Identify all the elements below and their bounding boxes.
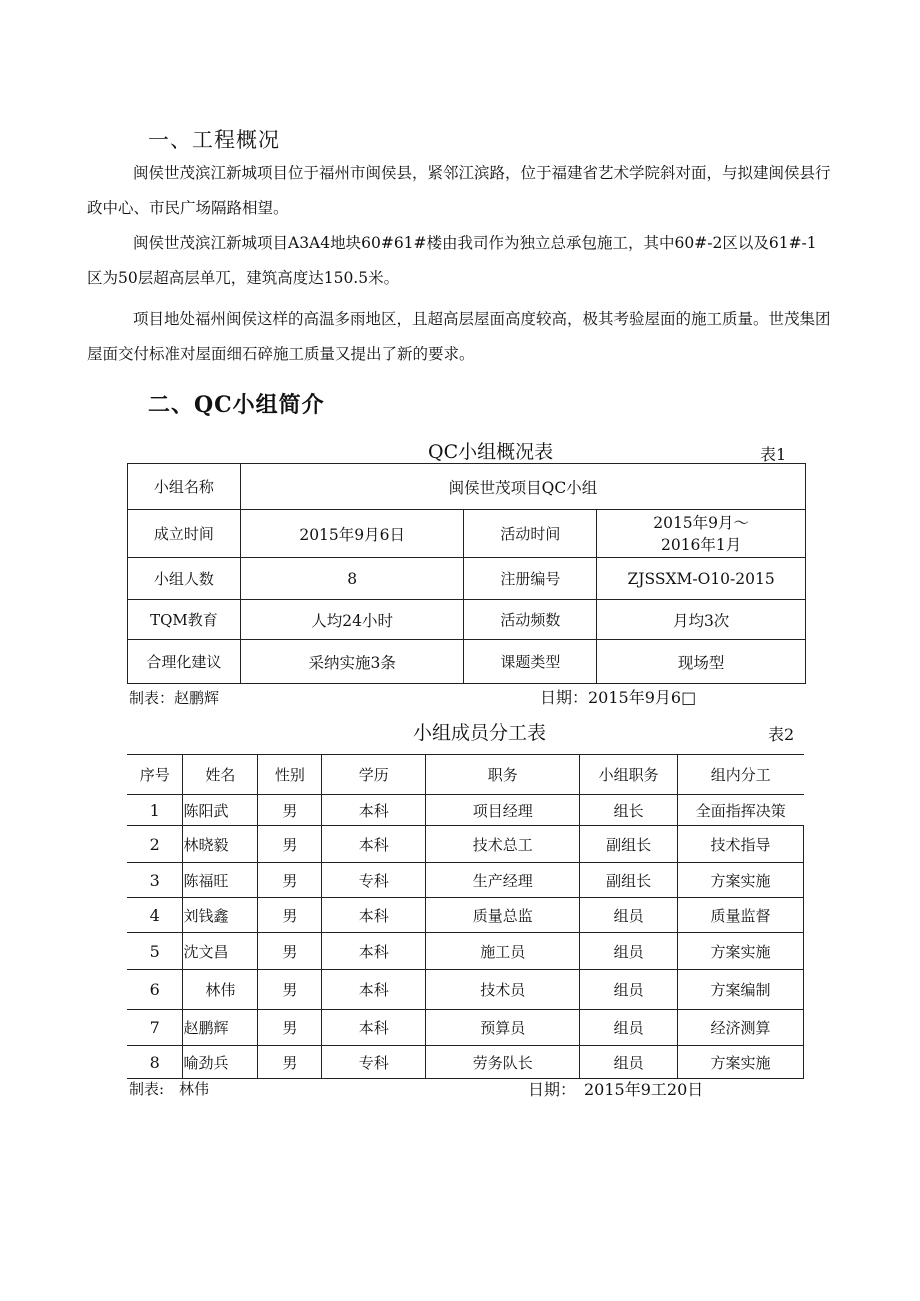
section-heading-overview: 一、工程概况 <box>148 128 280 152</box>
cell-name: 喻劲兵 <box>183 1046 258 1079</box>
active-period-end: 2016年1月 <box>660 535 742 554</box>
table2-number: 表2 <box>768 725 795 744</box>
cell-responsibility: 全面指挥决策 <box>678 795 804 826</box>
table-row <box>127 898 804 933</box>
table1-author: 制表：赵鹏辉 <box>129 689 220 707</box>
cell-position: 施工员 <box>426 933 580 970</box>
table-row <box>127 933 804 970</box>
cell-education: 专科 <box>322 1046 426 1079</box>
cell-gender: 男 <box>258 795 322 826</box>
table-row <box>127 970 804 1010</box>
cell-responsibility: 方案实施 <box>678 933 804 970</box>
cell-group-role: 副组长 <box>580 826 678 863</box>
cell-group-role: 组员 <box>580 933 678 970</box>
cell-group-role: 组员 <box>580 970 678 1010</box>
table-row <box>127 1010 804 1046</box>
tqm-label: TQM教育 <box>128 600 241 640</box>
table2-date: 日期： 2015年9工20日 <box>528 1080 704 1099</box>
table-row <box>128 510 806 558</box>
table-row <box>128 600 806 640</box>
topic-type-label: 课题类型 <box>464 640 597 684</box>
paragraph-scope: 闽侯世茂滨江新城项目A3A4地块60#61#楼由我司作为独立总承包施工，其中60#-2区以及61#-1区为50层超高层单兀，建筑高度达150.5米。 <box>87 234 817 287</box>
table-row <box>128 558 806 600</box>
active-period-value <box>597 510 806 558</box>
cell-gender: 男 <box>258 826 322 863</box>
table1-number: 表1 <box>760 445 787 464</box>
group-name-value: 闽侯世茂项目QC小组 <box>240 464 805 510</box>
cell-education: 本科 <box>322 795 426 826</box>
table1-caption: QC小组概况表 <box>428 441 554 463</box>
table-row <box>127 1046 804 1079</box>
tqm-value: 人均24小时 <box>240 600 464 640</box>
cell-group-role: 组长 <box>580 795 678 826</box>
founded-label: 成立时间 <box>128 510 241 558</box>
member-division-table <box>127 754 804 1079</box>
table-row <box>127 863 804 898</box>
cell-index: 2 <box>127 826 183 863</box>
cell-name: 刘钱鑫 <box>183 898 258 933</box>
paragraph-challenge: 项目地处福州闽侯这样的高温多雨地区，且超高层屋面高度较高，极其考验屋面的施工质量。世茂集团屋面交付标准对屋面细石碎施工质量又提出了新的要求。 <box>87 310 831 363</box>
cell-gender: 男 <box>258 1010 322 1046</box>
cell-group-role: 组员 <box>580 1046 678 1079</box>
cell-responsibility: 技术指导 <box>678 826 804 863</box>
cell-position: 预算员 <box>426 1010 580 1046</box>
cell-responsibility: 方案编制 <box>678 970 804 1010</box>
cell-responsibility: 方案实施 <box>678 863 804 898</box>
frequency-label: 活动频数 <box>464 600 597 640</box>
frequency-value: 月均3次 <box>597 600 806 640</box>
table-row <box>128 464 806 510</box>
registration-label: 注册编号 <box>464 558 597 600</box>
paragraph-location: 闽侯世茂滨江新城项目位于福州市闽侯县，紧邻江滨路，位于福建省艺术学院斜对面，与拟建闽侯县行政中心、市民广场隔路相望。 <box>87 164 831 217</box>
members-label: 小组人数 <box>128 558 241 600</box>
cell-name: 沈文昌 <box>183 933 258 970</box>
cell-group-role: 组员 <box>580 898 678 933</box>
cell-responsibility: 经济测算 <box>678 1010 804 1046</box>
cell-gender: 男 <box>258 970 322 1010</box>
active-period-label: 活动时间 <box>464 510 597 558</box>
cell-position: 项目经理 <box>426 795 580 826</box>
header-name: 姓名 <box>183 755 258 795</box>
cell-index: 6 <box>127 970 183 1010</box>
cell-gender: 男 <box>258 863 322 898</box>
cell-position: 生产经理 <box>426 863 580 898</box>
cell-name: 陈阳武 <box>183 795 258 826</box>
cell-name: 赵鹏辉 <box>183 1010 258 1046</box>
table2-author: 制表: 林伟 <box>129 1080 210 1098</box>
cell-group-role: 副组长 <box>580 863 678 898</box>
cell-index: 5 <box>127 933 183 970</box>
cell-education: 本科 <box>322 970 426 1010</box>
table2-caption: 小组成员分工表 <box>413 722 547 744</box>
registration-value: ZJSSXM-O10-2015 <box>597 558 806 600</box>
cell-name: 林伟 <box>183 970 258 1010</box>
cell-name: 林晓毅 <box>183 826 258 863</box>
cell-index: 1 <box>127 795 183 826</box>
cell-responsibility: 质量监督 <box>678 898 804 933</box>
cell-gender: 男 <box>258 898 322 933</box>
topic-type-value: 现场型 <box>597 640 806 684</box>
suggestion-label: 合理化建议 <box>128 640 241 684</box>
founded-value: 2015年9月6日 <box>240 510 464 558</box>
cell-education: 本科 <box>322 933 426 970</box>
header-responsibility: 组内分工 <box>678 755 804 795</box>
cell-position: 技术总工 <box>426 826 580 863</box>
qc-group-overview-table <box>127 463 806 684</box>
cell-education: 本科 <box>322 826 426 863</box>
cell-group-role: 组员 <box>580 1010 678 1046</box>
table-row <box>128 640 806 684</box>
table-header-row <box>127 755 804 795</box>
suggestion-value: 采纳实施3条 <box>240 640 464 684</box>
cell-position: 质量总监 <box>426 898 580 933</box>
cell-index: 3 <box>127 863 183 898</box>
cell-name: 陈福旺 <box>183 863 258 898</box>
cell-gender: 男 <box>258 933 322 970</box>
header-group-role: 小组职务 <box>580 755 678 795</box>
cell-index: 7 <box>127 1010 183 1046</box>
section-heading-qc-group: 二、QC小组简介 <box>148 392 325 418</box>
table1-date: 日期：2015年9月6□ <box>540 688 697 707</box>
active-period-start: 2015年9月～ <box>653 513 750 532</box>
header-position: 职务 <box>426 755 580 795</box>
cell-education: 本科 <box>322 898 426 933</box>
header-education: 学历 <box>322 755 426 795</box>
cell-position: 技术员 <box>426 970 580 1010</box>
group-name-label: 小组名称 <box>128 464 241 510</box>
cell-index: 8 <box>127 1046 183 1079</box>
header-index: 序号 <box>127 755 183 795</box>
members-value: 8 <box>240 558 464 600</box>
header-gender: 性别 <box>258 755 322 795</box>
cell-index: 4 <box>127 898 183 933</box>
cell-gender: 男 <box>258 1046 322 1079</box>
table-row <box>127 795 804 826</box>
cell-responsibility: 方案实施 <box>678 1046 804 1079</box>
cell-education: 本科 <box>322 1010 426 1046</box>
cell-position: 劳务队长 <box>426 1046 580 1079</box>
cell-education: 专科 <box>322 863 426 898</box>
table-row <box>127 826 804 863</box>
